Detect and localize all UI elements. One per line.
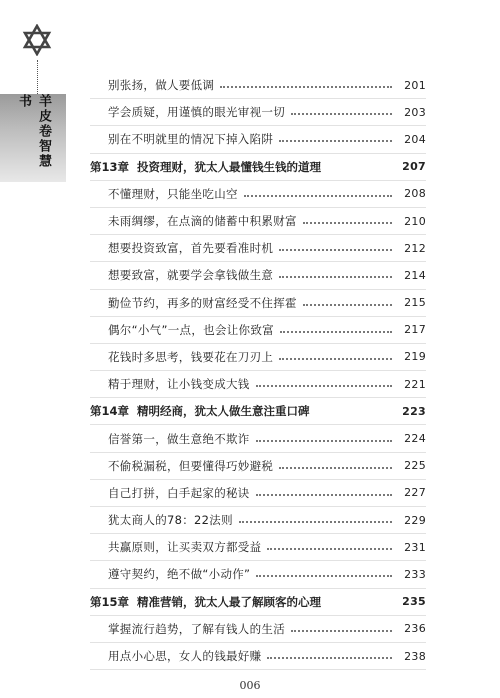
page-ref: 235 [402, 595, 426, 609]
entry-title: 遵守契约，绝不做“小动作” [108, 567, 251, 582]
dot-leader [256, 385, 392, 387]
table-of-contents [90, 72, 426, 670]
entry-title: 犹太商人的78：22法则 [108, 513, 233, 528]
page-ref: 236 [404, 622, 426, 636]
chapter-number: 第14章 [90, 404, 130, 419]
entry-title: 想要投资致富，首先要看准时机 [108, 241, 274, 256]
page-ref: 223 [402, 404, 426, 418]
toc-entry-row[interactable] [90, 317, 426, 344]
toc-entry-row[interactable] [90, 371, 426, 398]
entry-title: 用点小心思，女人的钱最好赚 [108, 649, 262, 664]
toc-entry-row[interactable] [90, 235, 426, 262]
entry-title: 精于理财，让小钱变成大钱 [108, 377, 250, 392]
entry-title: 别张扬，做人要低调 [108, 78, 215, 93]
dot-leader [279, 276, 392, 278]
entry-title: 偶尔“小气”一点，也会让你致富 [108, 322, 274, 337]
page-ref: 233 [404, 567, 426, 581]
chapter-title: 投资理财，犹太人最懂钱生钱的道理 [137, 159, 322, 174]
toc-entry-row[interactable] [90, 290, 426, 317]
toc-entry-row[interactable] [90, 616, 426, 643]
toc-entry-row[interactable] [90, 561, 426, 588]
toc-entry-row[interactable] [90, 534, 426, 561]
page-ref: 227 [404, 486, 426, 500]
page-ref: 208 [404, 187, 426, 201]
page-ref: 217 [404, 323, 426, 337]
book-series-title: 羊皮卷智慧书 [16, 94, 51, 169]
page-ref: 210 [404, 214, 426, 228]
dot-leader [244, 195, 392, 197]
dot-leader [267, 548, 392, 550]
page-number: 006 [239, 679, 261, 692]
dot-leader [280, 331, 392, 333]
page-ref: 215 [404, 296, 426, 310]
dot-leader [256, 575, 392, 577]
toc-chapter-row[interactable] [90, 398, 426, 425]
page-ref: 204 [404, 132, 426, 146]
entry-title: 勤俭节约，再多的财富经受不住挥霍 [108, 295, 297, 310]
toc-entry-row[interactable] [90, 126, 426, 153]
entry-title: 掌握流行趋势，了解有钱人的生活 [108, 621, 285, 636]
dot-leader [303, 222, 392, 224]
dot-leader [279, 467, 392, 469]
toc-entry-row[interactable] [90, 425, 426, 452]
chapter-number: 第15章 [90, 594, 130, 609]
entry-title: 不偷税漏税，但要懂得巧妙避税 [108, 458, 274, 473]
dot-leader [220, 86, 392, 88]
dot-leader [256, 440, 392, 442]
chapter-number: 第13章 [90, 159, 130, 174]
dot-leader [291, 113, 392, 115]
toc-entry-row[interactable] [90, 344, 426, 371]
page-ref: 219 [404, 350, 426, 364]
dot-leader [256, 494, 392, 496]
toc-chapter-row[interactable] [90, 589, 426, 616]
entry-title: 想要致富，就要学会拿钱做生意 [108, 268, 274, 283]
page-ref: 207 [402, 160, 426, 174]
decorative-dotted-line [37, 60, 38, 94]
toc-entry-row[interactable] [90, 72, 426, 99]
entry-title: 别在不明就里的情况下掉入陷阱 [108, 132, 274, 147]
side-title-band [0, 94, 66, 182]
page-ref: 201 [404, 78, 426, 92]
chapter-title: 精明经商，犹太人做生意注重口碑 [137, 404, 310, 419]
entry-title: 未雨绸缪，在点滴的储蓄中积累财富 [108, 214, 297, 229]
entry-title: 学会质疑，用谨慎的眼光审视一切 [108, 105, 285, 120]
entry-title: 花钱时多思考，钱要花在刀刃上 [108, 349, 274, 364]
toc-entry-row[interactable] [90, 507, 426, 534]
page-ref: 224 [404, 432, 426, 446]
toc-entry-row[interactable] [90, 181, 426, 208]
page-ref: 212 [404, 241, 426, 255]
page-ref: 238 [404, 649, 426, 663]
entry-title: 信誉第一，做生意绝不欺诈 [108, 431, 250, 446]
page-ref: 225 [404, 459, 426, 473]
page-ref: 214 [404, 268, 426, 282]
toc-entry-row[interactable] [90, 208, 426, 235]
toc-entry-row[interactable] [90, 453, 426, 480]
page-ref: 231 [404, 540, 426, 554]
toc-entry-row[interactable] [90, 643, 426, 670]
entry-title: 共赢原则，让买卖双方都受益 [108, 540, 262, 555]
dot-leader [279, 249, 392, 251]
toc-entry-row[interactable] [90, 99, 426, 126]
toc-entry-row[interactable] [90, 480, 426, 507]
dot-leader [267, 657, 392, 659]
page-ref: 221 [404, 377, 426, 391]
page-ref: 229 [404, 513, 426, 527]
toc-entry-row[interactable] [90, 262, 426, 289]
chapter-title: 精准营销，犹太人最了解顾客的心理 [137, 594, 322, 609]
dot-leader [279, 140, 392, 142]
entry-title: 自己打拼，白手起家的秘诀 [108, 485, 250, 500]
dot-leader [279, 358, 392, 360]
toc-chapter-row[interactable] [90, 154, 426, 181]
star-of-david-icon [22, 24, 52, 56]
dot-leader [239, 521, 392, 523]
dot-leader [303, 304, 392, 306]
dot-leader [291, 630, 392, 632]
page-ref: 203 [404, 105, 426, 119]
entry-title: 不懂理财，只能坐吃山空 [108, 186, 238, 201]
